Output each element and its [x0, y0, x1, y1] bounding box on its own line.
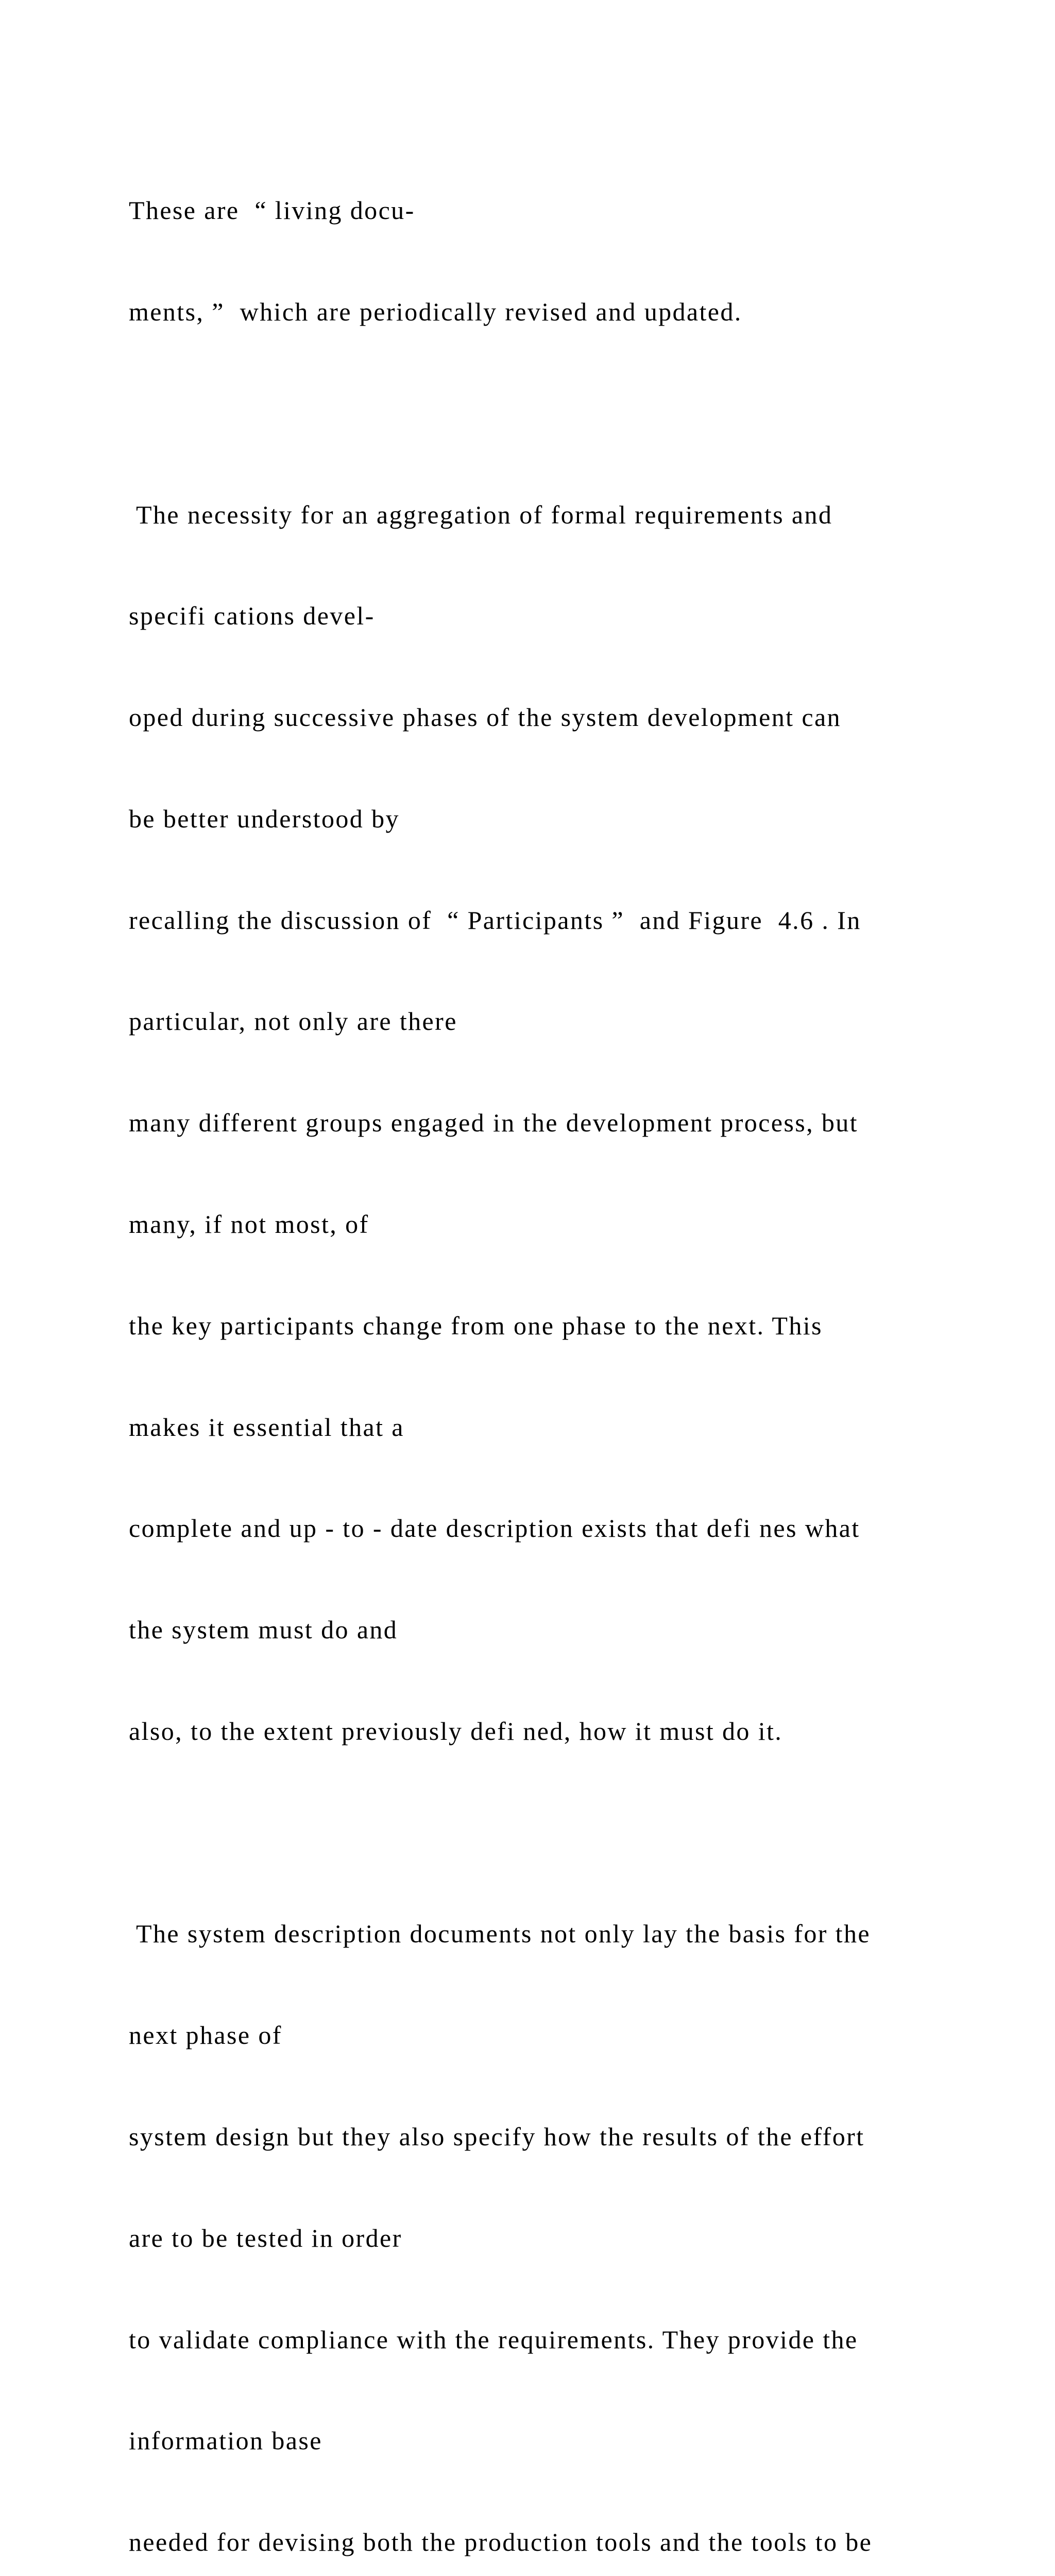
text-line: The necessity for an aggregation of formal requirements and	[129, 500, 833, 529]
text-line: also, to the extent previously defi ned, how it must do it.	[129, 1716, 783, 1745]
blank-line	[129, 1816, 953, 1850]
text-line: makes it essential that a	[129, 1412, 404, 1442]
text-line: oped during successive phases of the system development can	[129, 703, 841, 732]
text-line: The system description documents not only lay the basis for the	[129, 1919, 871, 1948]
text-line: complete and up - to - date description exists that defi nes what	[129, 1514, 860, 1543]
text-line: information base	[129, 2426, 322, 2455]
text-line: system design but they also specify how the results of the effort	[129, 2122, 865, 2151]
text-line: These are “ living docu-	[129, 196, 415, 225]
body-text	[129, 126, 953, 2576]
text-line: the key participants change from one phase to the next. This	[129, 1311, 823, 1340]
text-line: needed for devising both the production tools and the tools to be	[129, 2528, 873, 2557]
text-line: be better understood by	[129, 804, 400, 833]
text-line: the system must do and	[129, 1615, 398, 1645]
text-line: recalling the discussion of “ Participants ” and Figure 4.6 . In	[129, 905, 861, 935]
text-line: specifi cations devel-	[129, 601, 375, 631]
blank-line	[129, 397, 953, 431]
text-line: to validate compliance with the requirements. They provide the	[129, 2325, 858, 2354]
text-line: particular, not only are there	[129, 1007, 457, 1036]
text-line: many different groups engaged in the development process, but	[129, 1108, 858, 1138]
text-line: ments, ” which are periodically revised and updated.	[129, 297, 742, 326]
text-line: many, if not most, of	[129, 1210, 369, 1239]
text-line: next phase of	[129, 2021, 282, 2050]
text-line: are to be tested in order	[129, 2223, 402, 2252]
